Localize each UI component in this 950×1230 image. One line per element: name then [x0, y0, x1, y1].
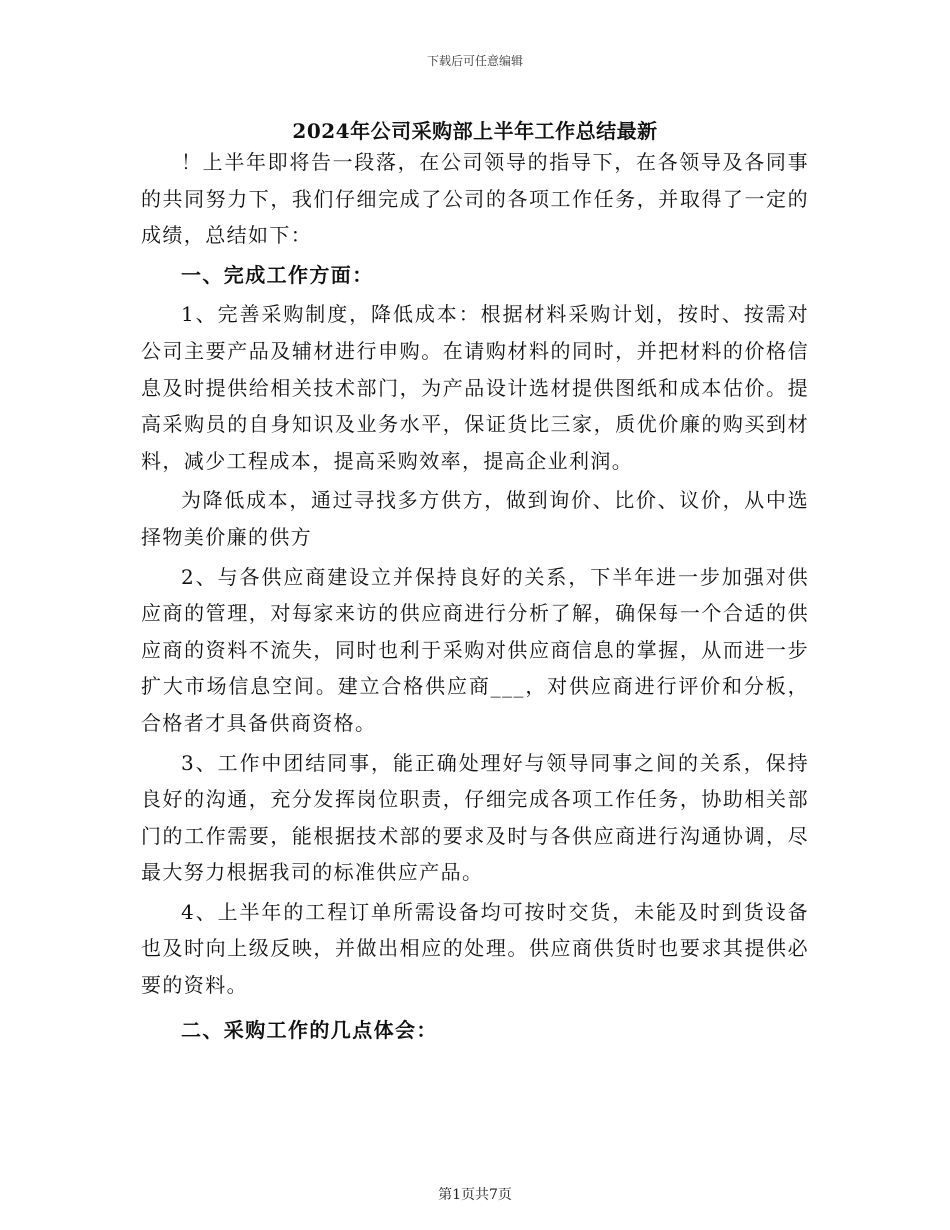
- page-header-note: 下载后可任意编辑: [426, 54, 523, 68]
- section-heading-work-done: 一、完成工作方面：: [181, 262, 374, 287]
- intro-paragraph: ！上半年即将告一段落，在公司领导的指导下，在各领导及各同事的共同努力下，我们仔细完成了公司的各项工作任务，并取得了一定的成绩，总结如下：: [141, 150, 809, 248]
- document-title: 2024年公司采购部上半年工作总结最新: [292, 119, 658, 143]
- paragraph-item-1-cost: 为降低成本，通过寻找多方供方，做到询价、比价、议价，从中选择物美价廉的供方: [141, 488, 809, 549]
- document-body: [141, 144, 809, 1048]
- page-number: 第1页共7页: [438, 1187, 512, 1203]
- paragraph-item-4: 4、上半年的工程订单所需设备均可按时交货，未能及时到货设备也及时向上级反映，并做出相应的处理。供应商供货时也要求其提供必要的资料。: [141, 899, 809, 998]
- paragraph-item-1: 1、完善采购制度，降低成本：根据材料采购计划，按时、按需对公司主要产品及辅材进行申购。在请购材料的同时，并把材料的价格信息及时提供给相关技术部门，为产品设计选材提供图纸和成本估价。提高采购员的自身知识及业务水平，保证货比三家，质优价廉的购买到材料，减少工程成本，提高采购效率，提高企业利润。: [141, 302, 809, 473]
- paragraph-item-3: 3、工作中团结同事，能正确处理好与领导同事之间的关系，保持良好的沟通，充分发挥岗位职责，仔细完成各项工作任务，协助相关部门的工作需要，能根据技术部的要求及时与各供应商进行沟通协调，尽最大努力根据我司的标准供应产品。: [141, 750, 809, 885]
- section-heading-experience: 二、采购工作的几点体会：: [181, 1017, 438, 1042]
- paragraph-item-2: 2、与各供应商建设立并保持良好的关系，下半年进一步加强对供应商的管理，对每家来访的供应商进行分析了解，确保每一个合适的供应商的资料不流失，同时也利于采购对供应商信息的掌握，从而进一步扩大市场信息空间。建立合格供应商___，对供应商进行评价和分板，合格者才具备供商资格。: [141, 564, 809, 735]
